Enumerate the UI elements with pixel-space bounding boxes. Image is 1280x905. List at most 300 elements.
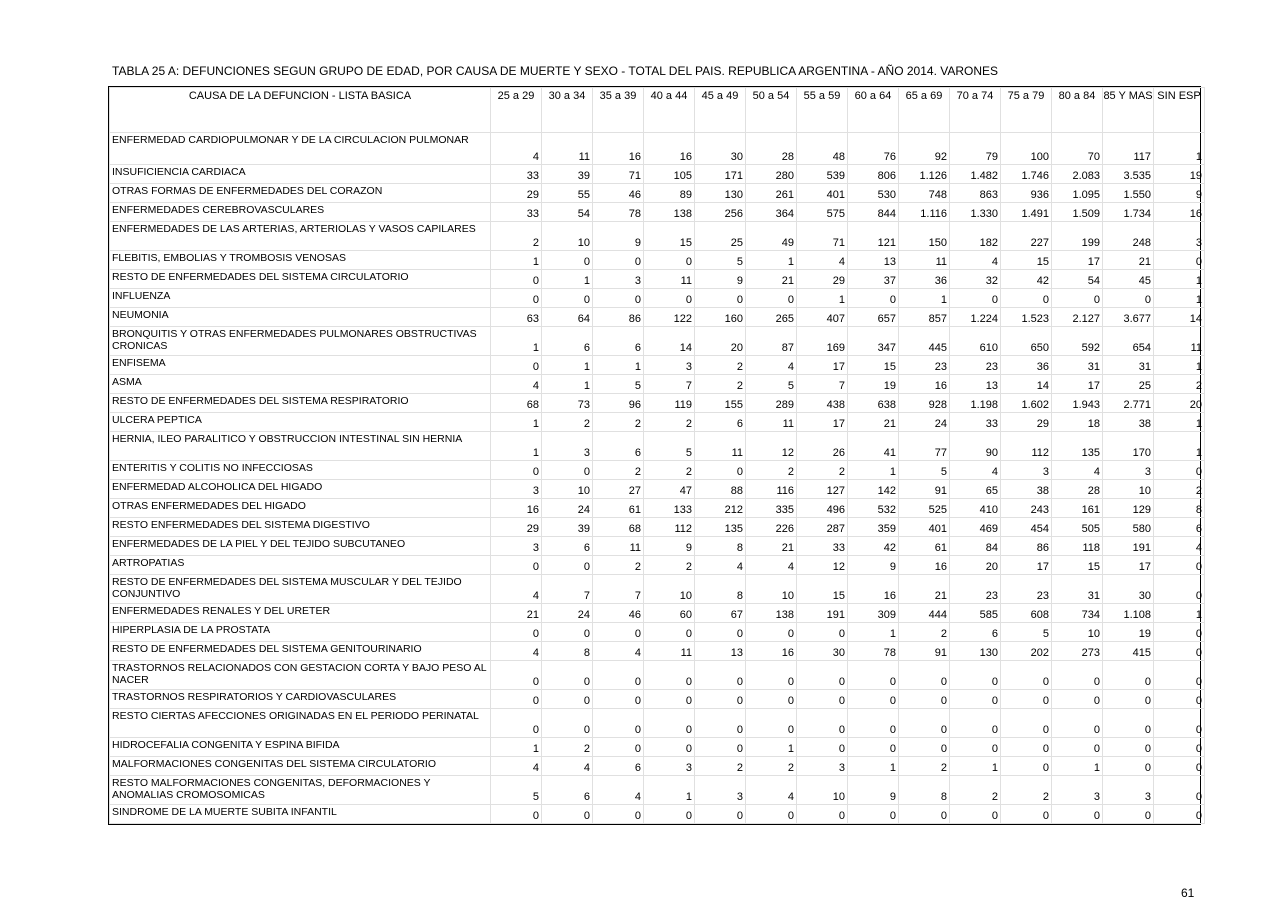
value-cell: 2 [644,461,695,480]
value-cell: 4 [491,133,542,165]
value-cell: 212 [695,499,746,518]
value-cell: 2.771 [1103,394,1154,413]
value-cell: 0 [848,690,899,709]
value-cell: 608 [1001,604,1052,623]
value-cell: 2 [899,757,950,776]
value-cell: 1.330 [950,203,1001,222]
cause-cell: INSUFICIENCIA CARDIACA [110,165,491,184]
value-cell: 1.746 [1001,165,1052,184]
value-cell: 1 [1154,270,1205,289]
table-row [110,203,1205,222]
value-cell: 0 [542,709,593,738]
value-cell: 505 [1052,518,1103,537]
value-cell: 580 [1103,518,1154,537]
cause-cell: RESTO DE ENFERMEDADES DEL SISTEMA MUSCULAR Y DEL TEJIDO CONJUNTIVO [110,575,491,604]
table-row [110,184,1205,203]
value-cell: 0 [644,805,695,824]
column-header-age-group: 85 Y MAS [1103,88,1154,133]
value-cell: 0 [1103,661,1154,690]
value-cell: 96 [593,394,644,413]
value-cell: 0 [1052,289,1103,308]
value-cell: 2 [746,461,797,480]
value-cell: 39 [542,518,593,537]
cause-cell: ULCERA PEPTICA [110,413,491,432]
value-cell: 936 [1001,184,1052,203]
value-cell: 2 [1154,375,1205,394]
value-cell: 133 [644,499,695,518]
value-cell: 0 [950,690,1001,709]
value-cell: 11 [644,642,695,661]
value-cell: 8 [899,776,950,805]
value-cell: 0 [542,556,593,575]
value-cell: 226 [746,518,797,537]
value-cell: 191 [1103,537,1154,556]
value-cell: 112 [644,518,695,537]
cause-cell: ARTROPATIAS [110,556,491,575]
value-cell: 9 [593,222,644,251]
column-header-age-group: 55 a 59 [797,88,848,133]
value-cell: 0 [797,709,848,738]
value-cell: 0 [593,690,644,709]
value-cell: 0 [695,461,746,480]
value-cell: 0 [1001,690,1052,709]
cause-cell: ENFISEMA [110,356,491,375]
value-cell: 92 [899,133,950,165]
value-cell: 76 [848,133,899,165]
value-cell: 0 [1154,461,1205,480]
value-cell: 0 [950,738,1001,757]
cause-cell: HERNIA, ILEO PARALITICO Y OBSTRUCCION INTESTINAL SIN HERNIA [110,432,491,461]
value-cell: 0 [848,805,899,824]
value-cell: 10 [1052,623,1103,642]
value-cell: 0 [1001,757,1052,776]
value-cell: 91 [899,642,950,661]
value-cell: 7 [644,375,695,394]
cause-cell: ENFERMEDAD CARDIOPULMONAR Y DE LA CIRCULACION PULMONAR [110,133,491,165]
value-cell: 30 [797,642,848,661]
value-cell: 1 [797,289,848,308]
value-cell: 161 [1052,499,1103,518]
value-cell: 23 [899,356,950,375]
value-cell: 1.108 [1103,604,1154,623]
cause-cell: BRONQUITIS Y OTRAS ENFERMEDADES PULMONARES OBSTRUCTIVAS CRONICAS [110,327,491,356]
value-cell: 5 [899,461,950,480]
value-cell: 1 [746,738,797,757]
value-cell: 6 [593,432,644,461]
table-row [110,623,1205,642]
value-cell: 0 [899,709,950,738]
value-cell: 0 [695,709,746,738]
value-cell: 77 [899,432,950,461]
value-cell: 41 [848,432,899,461]
value-cell: 17 [1052,251,1103,270]
value-cell: 0 [1154,556,1205,575]
table-row [110,642,1205,661]
value-cell: 3 [1154,222,1205,251]
value-cell: 15 [644,222,695,251]
column-header-age-group: 80 a 84 [1052,88,1103,133]
value-cell: 0 [1052,661,1103,690]
value-cell: 1 [542,375,593,394]
value-cell: 0 [1001,709,1052,738]
value-cell: 0 [1154,661,1205,690]
value-cell: 13 [950,375,1001,394]
cause-cell: ENTERITIS Y COLITIS NO INFECCIOSAS [110,461,491,480]
value-cell: 21 [746,537,797,556]
table-row [110,413,1205,432]
value-cell: 71 [797,222,848,251]
value-cell: 3 [1103,461,1154,480]
value-cell: 2 [950,776,1001,805]
value-cell: 29 [491,184,542,203]
value-cell: 13 [695,642,746,661]
value-cell: 2 [746,757,797,776]
value-cell: 33 [491,165,542,184]
value-cell: 138 [746,604,797,623]
value-cell: 11 [746,413,797,432]
value-cell: 20 [1154,394,1205,413]
value-cell: 1.523 [1001,308,1052,327]
table-row [110,537,1205,556]
value-cell: 48 [797,133,848,165]
value-cell: 142 [848,480,899,499]
value-cell: 54 [1052,270,1103,289]
value-cell: 410 [950,499,1001,518]
table-row [110,270,1205,289]
value-cell: 0 [1103,805,1154,824]
value-cell: 4 [491,642,542,661]
value-cell: 23 [950,575,1001,604]
table-row [110,461,1205,480]
value-cell: 67 [695,604,746,623]
value-cell: 63 [491,308,542,327]
value-cell: 2 [695,757,746,776]
value-cell: 1 [1154,432,1205,461]
value-cell: 3 [1103,776,1154,805]
value-cell: 0 [1052,805,1103,824]
value-cell: 6 [542,327,593,356]
value-cell: 25 [695,222,746,251]
value-cell: 42 [848,537,899,556]
value-cell: 3 [797,757,848,776]
value-cell: 71 [593,165,644,184]
value-cell: 0 [746,623,797,642]
value-cell: 31 [1103,356,1154,375]
value-cell: 29 [797,270,848,289]
value-cell: 0 [1154,623,1205,642]
value-cell: 0 [593,709,644,738]
value-cell: 2 [593,413,644,432]
cause-cell: ENFERMEDAD ALCOHOLICA DEL HIGADO [110,480,491,499]
value-cell: 10 [797,776,848,805]
value-cell: 24 [542,499,593,518]
value-cell: 127 [797,480,848,499]
value-cell: 130 [695,184,746,203]
value-cell: 11 [593,537,644,556]
value-cell: 525 [899,499,950,518]
value-cell: 0 [593,661,644,690]
value-cell: 0 [1052,709,1103,738]
value-cell: 227 [1001,222,1052,251]
value-cell: 27 [593,480,644,499]
value-cell: 24 [542,604,593,623]
column-header-age-group: 35 a 39 [593,88,644,133]
value-cell: 38 [1001,480,1052,499]
value-cell: 0 [1154,690,1205,709]
value-cell: 863 [950,184,1001,203]
value-cell: 3 [542,432,593,461]
column-header-age-group: 45 a 49 [695,88,746,133]
value-cell: 10 [1103,480,1154,499]
value-cell: 806 [848,165,899,184]
value-cell: 17 [1052,375,1103,394]
value-cell: 2.127 [1052,308,1103,327]
value-cell: 1 [491,327,542,356]
value-cell: 11 [1154,327,1205,356]
value-cell: 202 [1001,642,1052,661]
value-cell: 0 [491,690,542,709]
value-cell: 21 [491,604,542,623]
value-cell: 401 [899,518,950,537]
value-cell: 32 [950,270,1001,289]
table-row [110,738,1205,757]
value-cell: 29 [1001,413,1052,432]
value-cell: 0 [593,251,644,270]
value-cell: 0 [1103,289,1154,308]
value-cell: 0 [542,461,593,480]
value-cell: 0 [695,738,746,757]
value-cell: 1 [593,356,644,375]
value-cell: 16 [593,133,644,165]
value-cell: 4 [797,251,848,270]
value-cell: 530 [848,184,899,203]
value-cell: 0 [1001,661,1052,690]
value-cell: 46 [593,184,644,203]
value-cell: 2 [899,623,950,642]
value-cell: 15 [1052,556,1103,575]
value-cell: 0 [644,738,695,757]
value-cell: 0 [899,805,950,824]
value-cell: 0 [797,738,848,757]
cause-cell: SINDROME DE LA MUERTE SUBITA INFANTIL [110,805,491,824]
table-row [110,604,1205,623]
value-cell: 4 [491,375,542,394]
value-cell: 30 [695,133,746,165]
value-cell: 0 [593,805,644,824]
cause-cell: RESTO DE ENFERMEDADES DEL SISTEMA GENITOURINARIO [110,642,491,661]
value-cell: 9 [848,776,899,805]
value-cell: 0 [1103,690,1154,709]
value-cell: 3 [644,356,695,375]
table-row [110,776,1205,805]
value-cell: 21 [899,575,950,604]
cause-cell: HIPERPLASIA DE LA PROSTATA [110,623,491,642]
value-cell: 1.126 [899,165,950,184]
value-cell: 6 [950,623,1001,642]
value-cell: 17 [797,413,848,432]
value-cell: 469 [950,518,1001,537]
value-cell: 0 [542,690,593,709]
value-cell: 1.943 [1052,394,1103,413]
cause-cell: RESTO CIERTAS AFECCIONES ORIGINADAS EN EL PERIODO PERINATAL [110,709,491,738]
value-cell: 575 [797,203,848,222]
value-cell: 0 [950,805,1001,824]
value-cell: 89 [644,184,695,203]
value-cell: 5 [644,432,695,461]
value-cell: 2 [695,356,746,375]
value-cell: 4 [491,575,542,604]
cause-cell: RESTO DE ENFERMEDADES DEL SISTEMA CIRCULATORIO [110,270,491,289]
value-cell: 0 [899,661,950,690]
value-cell: 86 [1001,537,1052,556]
value-cell: 87 [746,327,797,356]
value-cell: 1 [491,413,542,432]
value-cell: 1 [1154,604,1205,623]
value-cell: 407 [797,308,848,327]
value-cell: 150 [899,222,950,251]
value-cell: 1 [542,356,593,375]
value-cell: 928 [899,394,950,413]
value-cell: 2 [1001,776,1052,805]
table-row [110,133,1205,165]
value-cell: 4 [746,776,797,805]
value-cell: 191 [797,604,848,623]
value-cell: 19 [1154,165,1205,184]
value-cell: 0 [950,289,1001,308]
value-cell: 4 [491,757,542,776]
value-cell: 0 [1154,805,1205,824]
value-cell: 0 [542,251,593,270]
value-cell: 3 [644,757,695,776]
value-cell: 4 [950,251,1001,270]
column-header-age-group: 40 a 44 [644,88,695,133]
value-cell: 0 [848,289,899,308]
value-cell: 0 [746,289,797,308]
value-cell: 0 [644,623,695,642]
table-row [110,327,1205,356]
value-cell: 0 [593,738,644,757]
table-row [110,432,1205,461]
value-cell: 8 [695,575,746,604]
value-cell: 30 [1103,575,1154,604]
value-cell: 33 [797,537,848,556]
value-cell: 592 [1052,327,1103,356]
value-cell: 29 [491,518,542,537]
table-row [110,575,1205,604]
column-header-age-group: 60 a 64 [848,88,899,133]
column-header-age-group: 50 a 54 [746,88,797,133]
table-row [110,308,1205,327]
value-cell: 0 [491,356,542,375]
value-cell: 0 [491,289,542,308]
value-cell: 91 [899,480,950,499]
value-cell: 11 [695,432,746,461]
cause-cell: NEUMONIA [110,308,491,327]
table-row [110,289,1205,308]
table-header-row [110,88,1205,133]
value-cell: 6 [542,537,593,556]
value-cell: 135 [695,518,746,537]
value-cell: 17 [1103,556,1154,575]
value-cell: 10 [746,575,797,604]
value-cell: 16 [848,575,899,604]
column-header-age-group: 30 a 34 [542,88,593,133]
column-header-age-group: 65 a 69 [899,88,950,133]
value-cell: 1.224 [950,308,1001,327]
value-cell: 100 [1001,133,1052,165]
value-cell: 160 [695,308,746,327]
value-cell: 3 [1052,776,1103,805]
value-cell: 28 [1052,480,1103,499]
value-cell: 68 [491,394,542,413]
table-row [110,165,1205,184]
value-cell: 0 [1154,251,1205,270]
value-cell: 13 [848,251,899,270]
value-cell: 8 [542,642,593,661]
value-cell: 12 [746,432,797,461]
value-cell: 256 [695,203,746,222]
value-cell: 9 [1154,184,1205,203]
value-cell: 1.509 [1052,203,1103,222]
table-row [110,556,1205,575]
value-cell: 46 [593,604,644,623]
value-cell: 532 [848,499,899,518]
value-cell: 8 [1154,499,1205,518]
value-cell: 0 [1154,738,1205,757]
value-cell: 61 [593,499,644,518]
value-cell: 1.482 [950,165,1001,184]
value-cell: 0 [1103,709,1154,738]
value-cell: 0 [542,805,593,824]
value-cell: 844 [848,203,899,222]
value-cell: 4 [593,642,644,661]
cause-cell: MALFORMACIONES CONGENITAS DEL SISTEMA CIRCULATORIO [110,757,491,776]
value-cell: 38 [1103,413,1154,432]
value-cell: 15 [797,575,848,604]
value-cell: 14 [644,327,695,356]
value-cell: 7 [797,375,848,394]
value-cell: 0 [593,289,644,308]
value-cell: 116 [746,480,797,499]
value-cell: 748 [899,184,950,203]
value-cell: 37 [848,270,899,289]
value-cell: 1 [1154,356,1205,375]
value-cell: 0 [695,661,746,690]
value-cell: 45 [1103,270,1154,289]
value-cell: 10 [644,575,695,604]
value-cell: 0 [542,623,593,642]
value-cell: 0 [899,690,950,709]
value-cell: 112 [1001,432,1052,461]
value-cell: 0 [1154,709,1205,738]
value-cell: 55 [542,184,593,203]
value-cell: 7 [542,575,593,604]
value-cell: 248 [1103,222,1154,251]
value-cell: 14 [1154,308,1205,327]
value-cell: 5 [491,776,542,805]
value-cell: 0 [695,289,746,308]
value-cell: 42 [1001,270,1052,289]
data-table-container [108,86,1201,825]
value-cell: 1.198 [950,394,1001,413]
value-cell: 0 [746,709,797,738]
value-cell: 0 [491,661,542,690]
value-cell: 117 [1103,133,1154,165]
cause-cell: TRASTORNOS RELACIONADOS CON GESTACION CORTA Y BAJO PESO AL NACER [110,661,491,690]
value-cell: 121 [848,222,899,251]
value-cell: 2 [644,413,695,432]
value-cell: 64 [542,308,593,327]
